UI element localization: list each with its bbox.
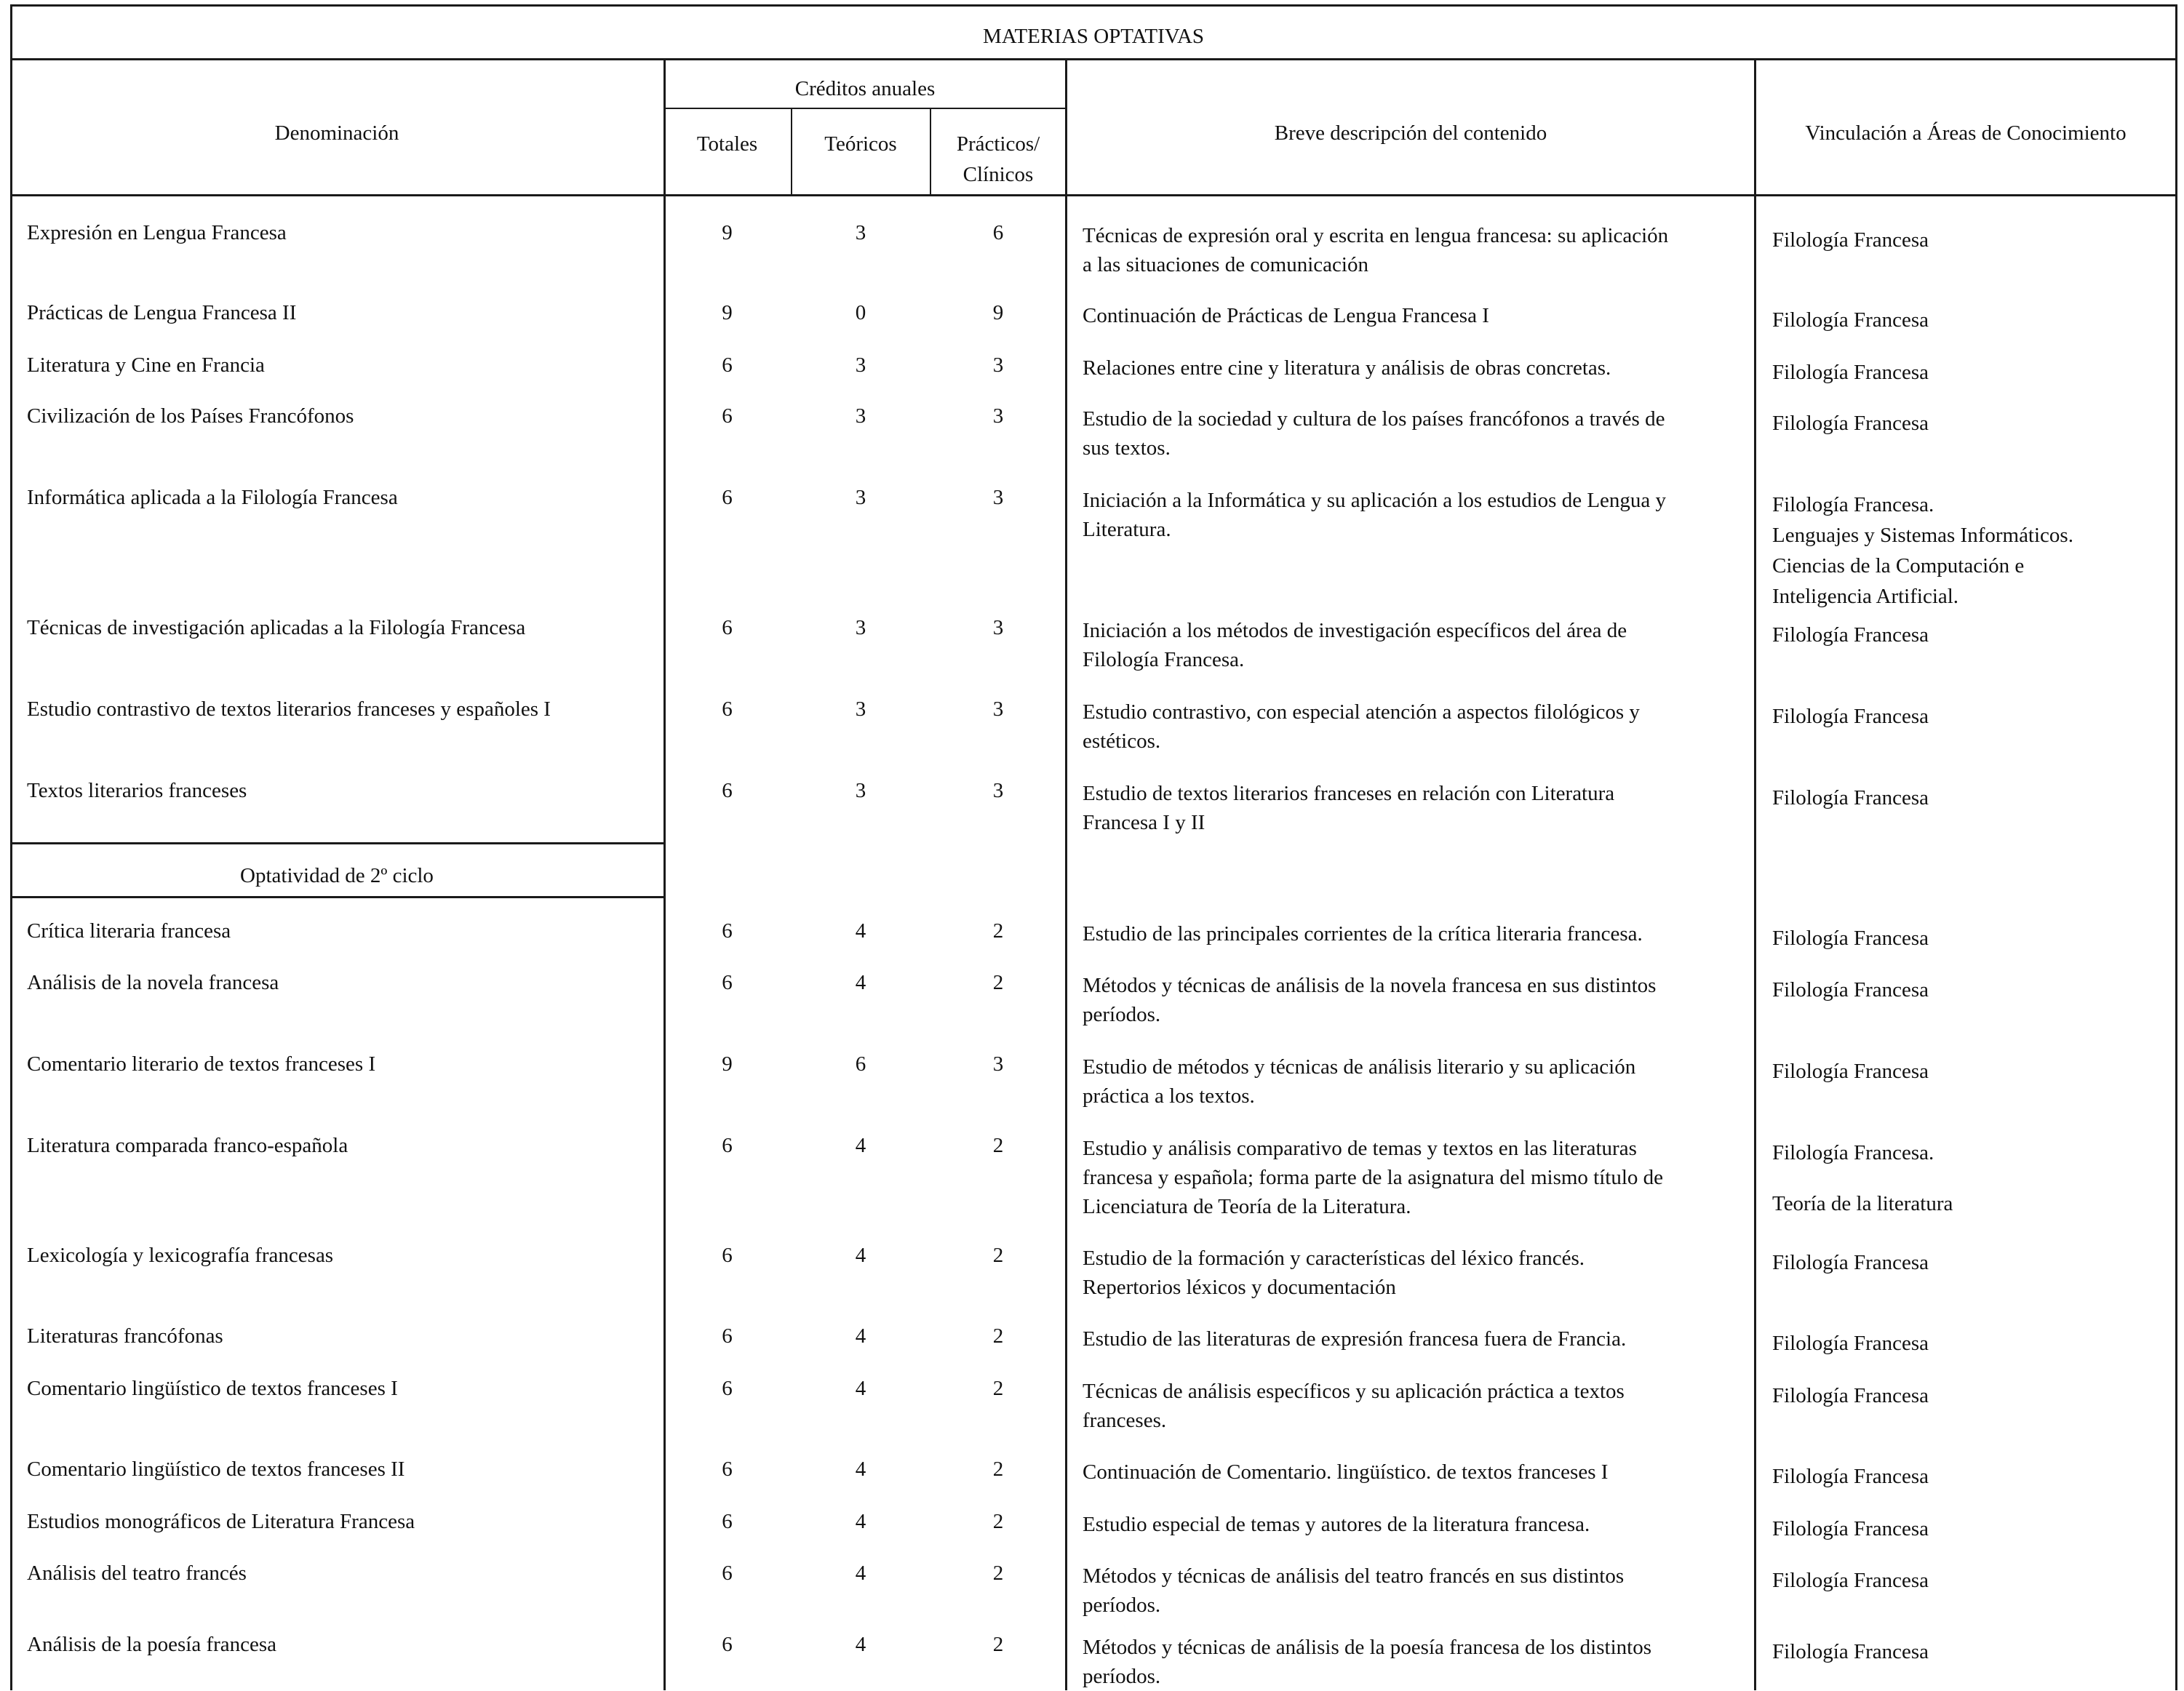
header-practicos: Prácticos/ — [956, 132, 1040, 156]
row-totales: 6 — [722, 697, 733, 721]
row-description: Licenciatura de Teoría de la Literatura. — [1083, 1195, 1411, 1218]
row-description: períodos. — [1083, 1665, 1161, 1688]
row-area: Filología Francesa — [1772, 1465, 1929, 1488]
row-name: Estudios monográficos de Literatura Francesa — [27, 1510, 415, 1533]
row-totales: 6 — [722, 919, 733, 943]
header-totales: Totales — [696, 132, 758, 156]
row-practicos: 3 — [992, 779, 1004, 802]
row-teoricos: 4 — [855, 919, 866, 943]
row-area: Teoría de la literatura — [1772, 1192, 1953, 1215]
row-totales: 6 — [722, 404, 733, 428]
row-area: Filología Francesa — [1772, 623, 1929, 647]
row-totales: 6 — [722, 486, 733, 509]
row-practicos: 2 — [992, 919, 1004, 943]
row-totales: 9 — [722, 221, 733, 244]
row-name: Lexicología y lexicografía francesas — [27, 1244, 334, 1267]
row-totales: 6 — [722, 1458, 733, 1481]
row-description: Métodos y técnicas de análisis del teatro francés en sus distintos — [1083, 1564, 1625, 1588]
row-description: Relaciones entre cine y literatura y análisis de obras concretas. — [1083, 356, 1611, 380]
row-practicos: 2 — [992, 1633, 1004, 1656]
row-description: Iniciación a los métodos de investigación específicos del área de — [1083, 619, 1627, 642]
row-totales: 6 — [722, 1633, 733, 1656]
row-description: Estudio de las literaturas de expresión francesa fuera de Francia. — [1083, 1327, 1627, 1351]
row-description: Literatura. — [1083, 518, 1171, 541]
row-teoricos: 3 — [855, 404, 866, 428]
row-teoricos: 4 — [855, 1562, 866, 1585]
section-label: Optatividad de 2º ciclo — [240, 864, 434, 887]
row-practicos: 3 — [992, 1052, 1004, 1076]
row-description: Continuación de Comentario. lingüístico. de textos franceses I — [1083, 1460, 1609, 1484]
row-description: estéticos. — [1083, 729, 1161, 753]
row-practicos: 9 — [992, 301, 1004, 324]
row-description: Filología Francesa. — [1083, 648, 1245, 671]
row-practicos: 6 — [992, 221, 1004, 244]
row-description: Métodos y técnicas de análisis de la poesía francesa de los distintos — [1083, 1636, 1651, 1659]
row-area: Filología Francesa — [1772, 1060, 1929, 1083]
row-teoricos: 4 — [855, 1134, 866, 1157]
row-teoricos: 4 — [855, 971, 866, 994]
row-area: Filología Francesa. — [1772, 1141, 1934, 1164]
row-description: sus textos. — [1083, 436, 1171, 460]
row-practicos: 3 — [992, 353, 1004, 377]
row-totales: 6 — [722, 1377, 733, 1400]
row-teoricos: 3 — [855, 616, 866, 639]
row-area: Filología Francesa — [1772, 308, 1929, 332]
row-name: Comentario literario de textos franceses I — [27, 1052, 376, 1076]
row-name: Literatura y Cine en Francia — [27, 353, 265, 377]
row-description: francesa y española; forma parte de la asignatura del mismo título de — [1083, 1166, 1664, 1189]
header-denominacion: Denominación — [274, 121, 399, 145]
row-description: Repertorios léxicos y documentación — [1083, 1276, 1396, 1299]
row-area: Filología Francesa — [1772, 1332, 1929, 1355]
row-totales: 6 — [722, 1510, 733, 1533]
row-practicos: 2 — [992, 1458, 1004, 1481]
row-teoricos: 4 — [855, 1244, 866, 1267]
row-area: Filología Francesa — [1772, 1517, 1929, 1540]
row-teoricos: 3 — [855, 486, 866, 509]
row-name: Análisis de la poesía francesa — [27, 1633, 277, 1656]
row-teoricos: 4 — [855, 1633, 866, 1656]
row-name: Análisis de la novela francesa — [27, 971, 279, 994]
row-name: Comentario lingüístico de textos franceses II — [27, 1458, 405, 1481]
row-name: Crítica literaria francesa — [27, 919, 231, 943]
col-line-5 — [1754, 58, 1756, 1690]
table-border-left — [10, 4, 12, 1690]
header-descripcion: Breve descripción del contenido — [1274, 121, 1547, 145]
row-practicos: 2 — [992, 1562, 1004, 1585]
row-area: Filología Francesa — [1772, 412, 1929, 435]
row-name: Prácticas de Lengua Francesa II — [27, 301, 297, 324]
row-area: Filología Francesa — [1772, 361, 1929, 384]
row-description: Estudio de métodos y técnicas de análisis literario y su aplicación — [1083, 1055, 1636, 1079]
title-divider — [10, 58, 2177, 60]
row-area: Filología Francesa — [1772, 1640, 1929, 1663]
row-description: Estudio de la sociedad y cultura de los países francófonos a través de — [1083, 407, 1665, 431]
row-totales: 6 — [722, 1244, 733, 1267]
row-description: Estudio de textos literarios franceses en relación con Literatura — [1083, 782, 1615, 805]
row-teoricos: 3 — [855, 221, 866, 244]
row-totales: 9 — [722, 1052, 733, 1076]
row-area: Filología Francesa — [1772, 978, 1929, 1002]
row-practicos: 3 — [992, 486, 1004, 509]
row-description: Estudio especial de temas y autores de la literatura francesa. — [1083, 1513, 1590, 1536]
row-totales: 6 — [722, 616, 733, 639]
row-area: Filología Francesa — [1772, 228, 1929, 252]
row-totales: 6 — [722, 1134, 733, 1157]
row-area: Filología Francesa — [1772, 1569, 1929, 1592]
header-divider — [10, 194, 2177, 196]
row-name: Informática aplicada a la Filología Francesa — [27, 486, 398, 509]
row-name: Civilización de los Países Francófonos — [27, 404, 354, 428]
row-practicos: 2 — [992, 1134, 1004, 1157]
row-description: Estudio y análisis comparativo de temas y textos en las literaturas — [1083, 1137, 1637, 1160]
row-description: práctica a los textos. — [1083, 1084, 1255, 1108]
row-totales: 6 — [722, 1324, 733, 1348]
row-area: Filología Francesa — [1772, 705, 1929, 728]
row-teoricos: 4 — [855, 1458, 866, 1481]
row-teoricos: 4 — [855, 1324, 866, 1348]
row-area: Ciencias de la Computación e — [1772, 554, 2025, 577]
row-description: Técnicas de expresión oral y escrita en lengua francesa: su aplicación — [1083, 224, 1669, 247]
header-practicos-2: Clínicos — [963, 163, 1034, 186]
row-name: Estudio contrastivo de textos literarios franceses y españoles I — [27, 697, 551, 721]
row-teoricos: 4 — [855, 1377, 866, 1400]
row-name: Literaturas francófonas — [27, 1324, 223, 1348]
table-title: MATERIAS OPTATIVAS — [982, 25, 1205, 48]
row-description: Métodos y técnicas de análisis de la novela francesa en sus distintos — [1083, 974, 1657, 997]
row-description: períodos. — [1083, 1003, 1161, 1026]
row-description: a las situaciones de comunicación — [1083, 253, 1368, 276]
header-vinculacion: Vinculación a Áreas de Conocimiento — [1805, 121, 2127, 145]
section-line-bottom — [10, 896, 665, 898]
section-line-top — [10, 842, 665, 844]
row-description: Estudio de la formación y características del léxico francés. — [1083, 1247, 1585, 1270]
header-teoricos: Teóricos — [824, 132, 897, 156]
row-description: Continuación de Prácticas de Lengua Francesa I — [1083, 304, 1489, 327]
row-name: Comentario lingüístico de textos franceses I — [27, 1377, 398, 1400]
row-practicos: 2 — [992, 1510, 1004, 1533]
row-teoricos: 4 — [855, 1510, 866, 1533]
row-description: Francesa I y II — [1083, 811, 1205, 834]
row-teoricos: 6 — [855, 1052, 866, 1076]
row-description: Técnicas de análisis específicos y su aplicación práctica a textos — [1083, 1380, 1625, 1403]
row-area: Filología Francesa — [1772, 1251, 1929, 1274]
row-practicos: 3 — [992, 616, 1004, 639]
row-description: Iniciación a la Informática y su aplicación a los estudios de Lengua y — [1083, 489, 1667, 512]
row-name: Expresión en Lengua Francesa — [27, 221, 287, 244]
row-practicos: 3 — [992, 697, 1004, 721]
row-area: Lenguajes y Sistemas Informáticos. — [1772, 524, 2073, 547]
row-practicos: 3 — [992, 404, 1004, 428]
row-area: Filología Francesa — [1772, 1384, 1929, 1407]
row-teoricos: 3 — [855, 353, 866, 377]
row-description: períodos. — [1083, 1594, 1161, 1617]
row-practicos: 2 — [992, 1324, 1004, 1348]
row-area: Filología Francesa — [1772, 786, 1929, 809]
row-description: Estudio de las principales corrientes de la crítica literaria francesa. — [1083, 922, 1643, 946]
row-name: Técnicas de investigación aplicadas a la Filología Francesa — [27, 616, 526, 639]
row-area: Filología Francesa. — [1772, 493, 1934, 516]
row-name: Literatura comparada franco-española — [27, 1134, 348, 1157]
row-practicos: 2 — [992, 1244, 1004, 1267]
credits-divider — [663, 108, 1067, 109]
row-description: Estudio contrastivo, con especial atención a aspectos filológicos y — [1083, 700, 1640, 724]
row-totales: 6 — [722, 353, 733, 377]
table-border-top — [10, 4, 2177, 7]
row-name: Textos literarios franceses — [27, 779, 247, 802]
row-teoricos: 3 — [855, 697, 866, 721]
row-teoricos: 0 — [855, 301, 866, 324]
table-border-right — [2175, 4, 2177, 1690]
row-practicos: 2 — [992, 971, 1004, 994]
row-area: Filología Francesa — [1772, 927, 1929, 950]
row-totales: 6 — [722, 971, 733, 994]
row-name: Análisis del teatro francés — [27, 1562, 247, 1585]
row-area: Inteligencia Artificial. — [1772, 585, 1959, 608]
row-totales: 6 — [722, 1562, 733, 1585]
header-creditos: Créditos anuales — [794, 77, 936, 100]
row-description: franceses. — [1083, 1409, 1167, 1432]
row-totales: 9 — [722, 301, 733, 324]
row-practicos: 2 — [992, 1377, 1004, 1400]
row-totales: 6 — [722, 779, 733, 802]
row-teoricos: 3 — [855, 779, 866, 802]
